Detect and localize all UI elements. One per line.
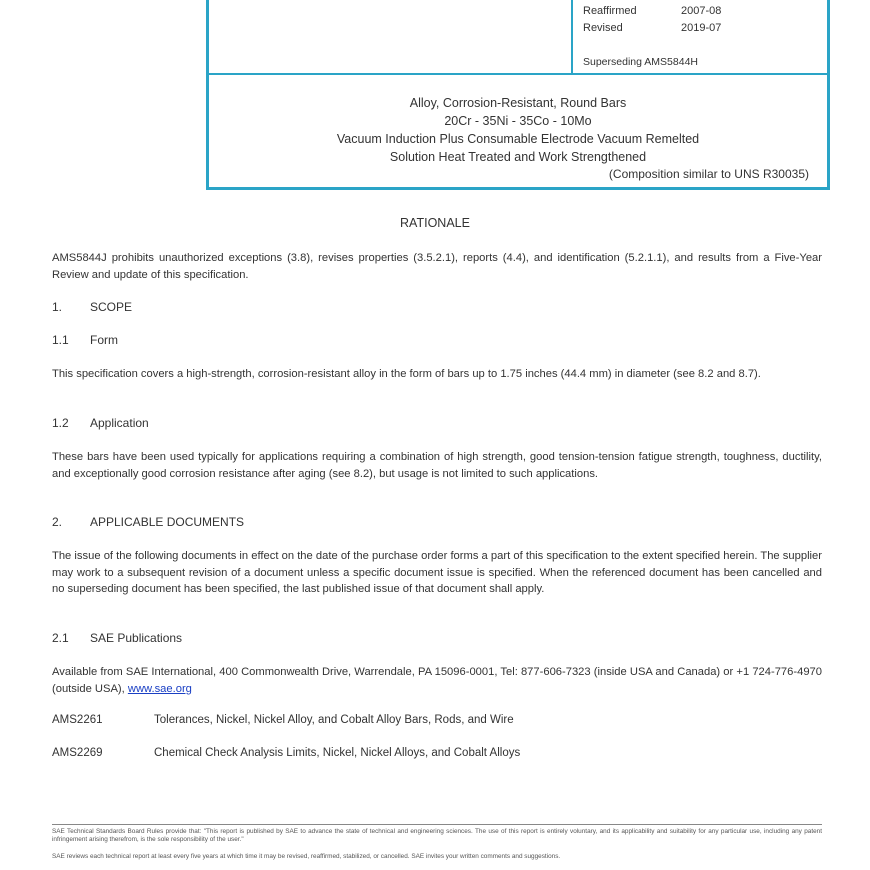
section-title: Form (90, 333, 118, 347)
section-number: 1. (52, 300, 63, 314)
reaffirmed-date: 2007-08 (681, 5, 722, 17)
revised-label: Revised (583, 22, 623, 34)
reference-code: AMS2269 (52, 747, 103, 759)
section-1-1-heading (52, 333, 118, 347)
section-2-1-heading (52, 631, 182, 645)
title-line-2: 20Cr - 35Ni - 35Co - 10Mo (444, 114, 592, 128)
reference-title: Tolerances, Nickel, Nickel Alloy, and Cobalt Alloy Bars, Rods, and Wire (154, 714, 514, 726)
title-line-4: Solution Heat Treated and Work Strengthened (389, 150, 647, 164)
section-1-2-heading (52, 416, 149, 430)
footer-review-note: SAE reviews each technical report at least every five years at which time it may be revised, reaffirmed, stabilized, or cancelled. SAE invites your written comments and suggestions. (52, 853, 561, 860)
section-1-1-text: This specification covers a high-strength, corrosion-resistant alloy in the form of bars up to 1.75 inches (44.4 mm) in diameter (see 8.2 and 8.7). (52, 368, 761, 380)
footer-disclaimer: SAE Technical Standards Board Rules provide that: "This report is published by SAE to advance the state of technical and engineering sciences. The use of this report is entirely voluntary, and its applicability and suitability for any particular use, including any patent infringement arising therefrom, is the sole responsibility of the user." (52, 828, 822, 843)
section-number: 2.1 (52, 631, 69, 645)
section-title: SAE Publications (90, 631, 183, 645)
reference-code: AMS2261 (52, 714, 103, 726)
section-number: 1.2 (52, 416, 69, 430)
revised-date: 2019-07 (681, 22, 722, 34)
sae-availability-text: Available from SAE International, 400 Commonwealth Drive, Warrendale, PA 15096-0001, Tel: 877-606-7323 (inside USA and Canada) or +1 724-776-4970 (outside USA), (52, 666, 822, 695)
section-2-heading (52, 515, 244, 529)
section-title: SCOPE (90, 300, 133, 314)
reference-row (52, 714, 514, 726)
section-1-heading (52, 300, 132, 314)
rationale-text: AMS5844J prohibits unauthorized exceptions (3.8), revises properties (3.5.2.1), reports (4.4), and identification (5.2.1.1), and results from a Five-Year Review and update of this specification. (52, 252, 822, 281)
document-header-box (206, 0, 830, 190)
header-divider (209, 73, 827, 75)
title-line-3: Vacuum Induction Plus Consumable Electrode Vacuum Remelted (336, 132, 700, 146)
rationale-heading: RATIONALE (400, 216, 470, 230)
section-number: 2. (52, 515, 63, 529)
sae-website-link[interactable]: www.sae.org (127, 682, 192, 695)
section-2-text: The issue of the following documents in effect on the date of the purchase order forms a part of this specification to the extent specified herein. The supplier may work to a subsequent revision of a document unless a specific document issue is specified. When the referenced document has been cancelled and no superseding document has been specified, the last published issue of that document shall apply. (52, 550, 822, 595)
title-line-1: Alloy, Corrosion-Resistant, Round Bars (409, 96, 627, 110)
section-number: 1.1 (52, 333, 69, 347)
superseding-note: Superseding AMS5844H (583, 56, 698, 68)
reference-title: Chemical Check Analysis Limits, Nickel, Nickel Alloys, and Cobalt Alloys (154, 747, 521, 759)
section-title: Application (90, 416, 149, 430)
reaffirmed-label: Reaffirmed (583, 5, 637, 17)
section-1-2-text: These bars have been used typically for applications requiring a combination of high strength, good tension-tension fatigue strength, toughness, ductility, and exceptionally good corrosion resistance after aging (see 8.2), but usage is not limited to such applications. (52, 451, 822, 480)
composition-note: (Composition similar to UNS R30035) (608, 167, 809, 181)
section-2-1-text (52, 664, 822, 697)
section-title: APPLICABLE DOCUMENTS (90, 515, 245, 529)
reference-row (52, 747, 520, 759)
header-blank-cell (209, 0, 573, 73)
footer-rule (52, 824, 822, 825)
